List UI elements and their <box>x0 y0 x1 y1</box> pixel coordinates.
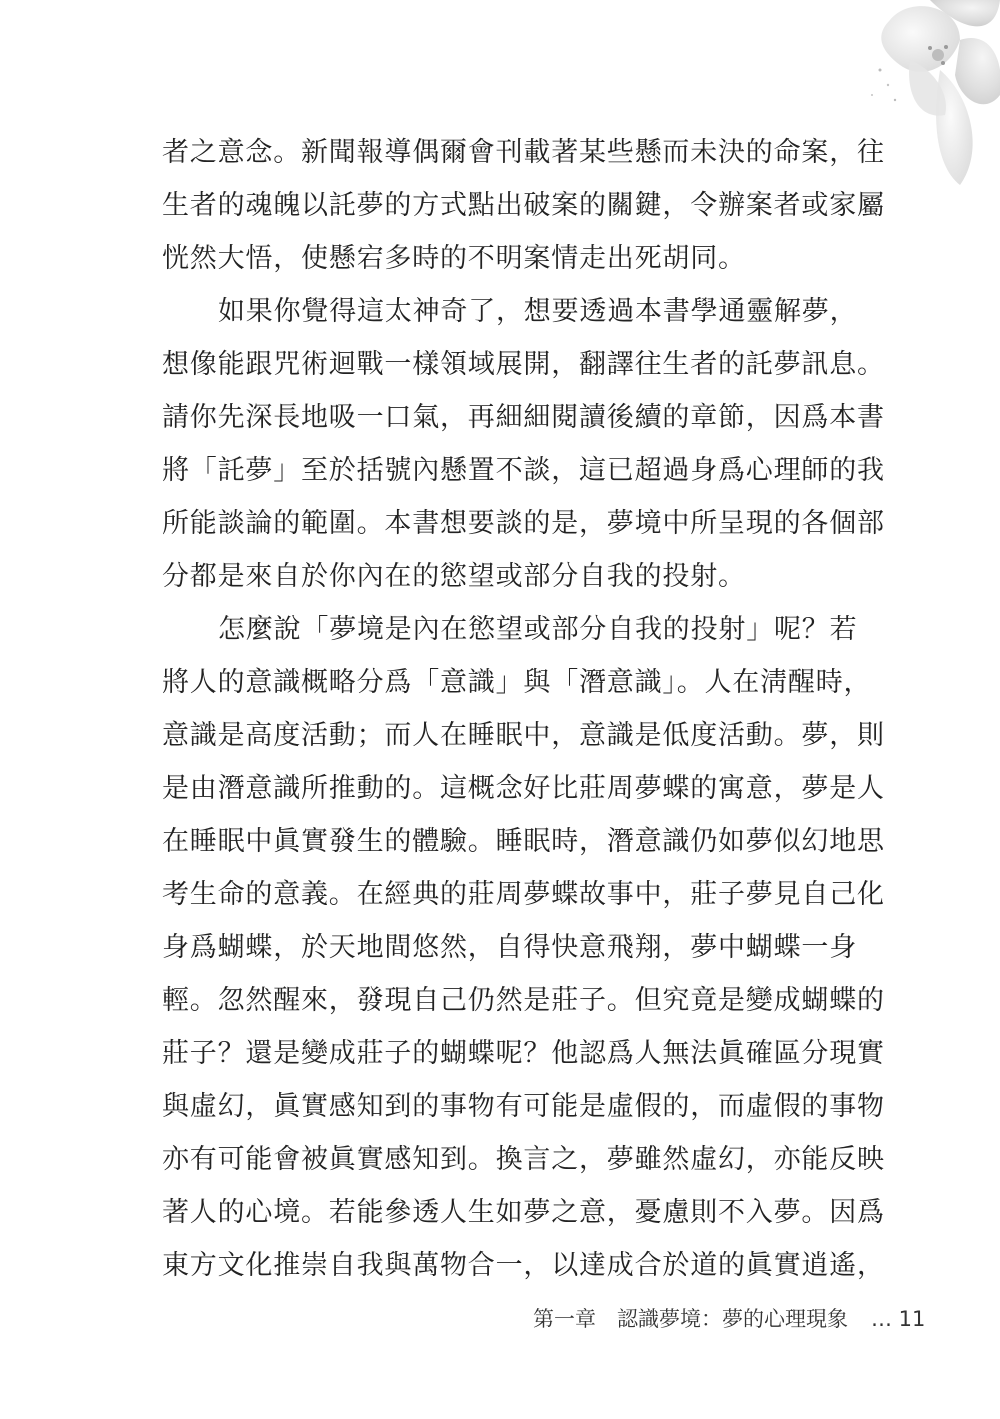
chapter-title: 第一章 認識夢境：夢的心理現象 <box>533 1307 848 1331</box>
text-line: 與虛幻，眞實感知到的事物有可能是虛假的，而虛假的事物 <box>162 1091 885 1122</box>
paragraph-1 <box>162 126 885 285</box>
text-line: 東方文化推崇自我與萬物合一，以達成合於道的眞實逍遙， <box>162 1250 885 1281</box>
text-line: 者之意念。新聞報導偶爾會刊載著某些懸而未決的命案，往 <box>162 137 885 168</box>
text-line: 考生命的意義。在經典的莊周夢蝶故事中，莊子夢見自己化 <box>162 879 885 910</box>
paragraph-3 <box>162 603 885 1292</box>
text-line: 是由潛意識所推動的。這概念好比莊周夢蝶的寓意，夢是人 <box>162 773 885 804</box>
text-line: 想像能跟咒術迴戰一樣領域展開，翻譯往生者的託夢訊息。 <box>162 349 885 380</box>
text-line: 著人的心境。若能參透人生如夢之意，憂慮則不入夢。因爲 <box>162 1197 885 1228</box>
text-line: 分都是來自於你內在的慾望或部分自我的投射。 <box>162 561 746 592</box>
text-line: 所能談論的範圍。本書想要談的是，夢境中所呈現的各個部 <box>162 508 885 539</box>
text-line: 亦有可能會被眞實感知到。換言之，夢雖然虛幻，亦能反映 <box>162 1144 885 1175</box>
text-line: 將「託夢」至於括號內懸置不談，這已超過身爲心理師的我 <box>162 455 885 486</box>
text-line: 意識是高度活動；而人在睡眠中，意識是低度活動。夢，則 <box>162 720 885 751</box>
text-line: 如果你覺得這太神奇了，想要透過本書學通靈解夢， <box>218 296 858 327</box>
text-line: 莊子？還是變成莊子的蝴蝶呢？他認爲人無法眞確區分現實 <box>162 1038 885 1069</box>
text-line: 在睡眠中眞實發生的體驗。睡眠時，潛意識仍如夢似幻地思 <box>162 826 885 857</box>
text-line: 怎麼說「夢境是內在慾望或部分自我的投射」呢？若 <box>218 614 858 645</box>
text-line: 請你先深長地吸一口氣，再細細閱讀後續的章節，因爲本書 <box>162 402 885 433</box>
text-line: 恍然大悟，使懸宕多時的不明案情走出死胡同。 <box>162 243 746 274</box>
page-number: … 11 <box>871 1307 926 1331</box>
body-text <box>162 126 885 1292</box>
text-line: 生者的魂魄以託夢的方式點出破案的關鍵，令辦案者或家屬 <box>162 190 885 221</box>
text-line: 輕。忽然醒來，發現自己仍然是莊子。但究竟是變成蝴蝶的 <box>162 985 885 1016</box>
paragraph-2 <box>162 285 885 603</box>
text-line: 身爲蝴蝶，於天地間悠然，自得快意飛翔，夢中蝴蝶一身 <box>162 932 857 963</box>
text-line: 將人的意識概略分爲「意識」與「潛意識」。人在淸醒時， <box>162 667 872 698</box>
